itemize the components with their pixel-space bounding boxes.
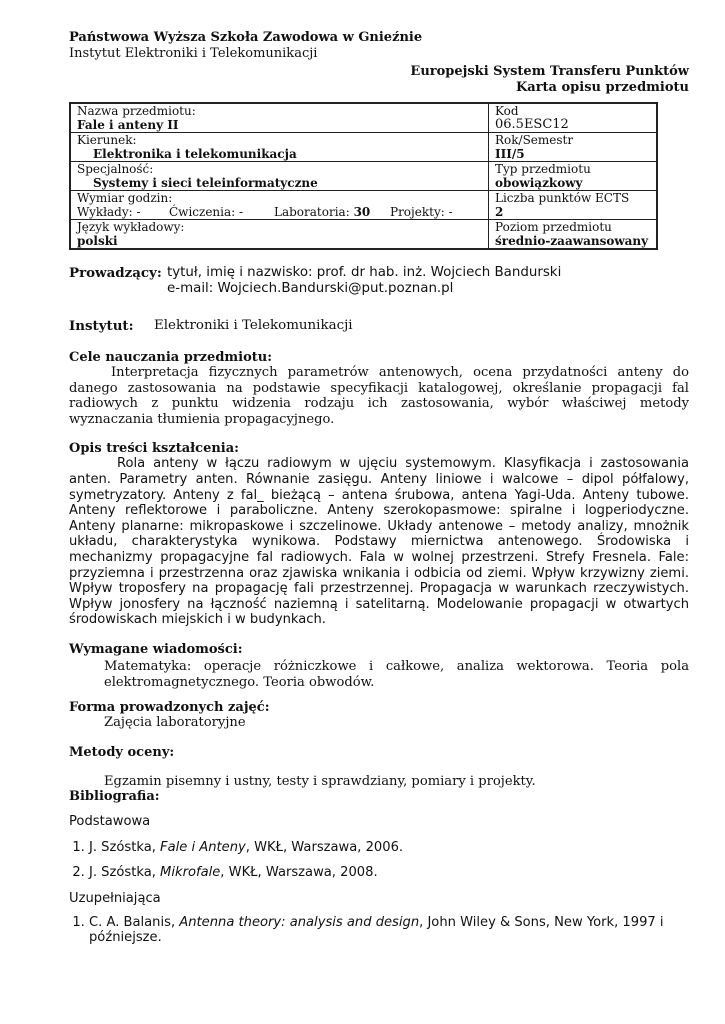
labs <box>274 205 390 219</box>
institute-block <box>69 318 689 334</box>
ects-label: Liczba punktów ECTS <box>495 191 630 205</box>
content-title: Opis treści kształcenia: <box>69 441 239 457</box>
lectures: Wykłady: - <box>77 205 141 219</box>
hours-cell <box>70 191 489 220</box>
school-name: Państwowa Wyższa Szkoła Zawodowa w Gnieźnie <box>69 30 423 45</box>
lang-label: Język wykładowy: <box>77 220 185 234</box>
type-label: Typ przedmiotu <box>495 162 591 176</box>
lecturer-name: tytuł, imię i nazwisko: prof. dr hab. inż. Wojciech Bandurski <box>167 265 562 280</box>
code-cell <box>489 103 658 133</box>
required-title: Wymagane wiadomości: <box>69 641 243 657</box>
bib-rest: , John Wiley & Sons, New York, 1997 i późniejsze. <box>89 914 664 946</box>
bibliography-item <box>89 915 689 946</box>
bib-title: Mikrofale <box>160 865 221 881</box>
type-value: obowiązkowy <box>495 176 583 190</box>
labs-label: Laboratoria: <box>274 205 350 219</box>
year-cell <box>489 133 658 162</box>
lecturer-info <box>167 265 561 297</box>
hours-label: Wymiar godzin: <box>77 191 173 205</box>
spec-cell <box>70 162 489 191</box>
bibliography-extra-label: Uzupełniająca <box>69 891 161 907</box>
institute-name: Instytut Elektroniki i Telekomunikacji <box>69 46 318 61</box>
bib-rest: , WKŁ, Warszawa, 2008. <box>220 865 378 881</box>
bib-author: C. A. Balanis, <box>89 914 180 930</box>
content-text: Rola anteny w łączu radiowym w ujęciu systemowym. Klasyfikacja i zastosowania anten. Parametry anten. Równanie zasięgu. Anteny liniowe i walcowe – dipol półfalowy, symetryzatory. Anteny z fal_ bieżącą – antena śrubowa, antena Yagi-Uda. Anteny tubowe. Anteny reflektorowe i paraboliczne. Anteny szerokopasmowe: spiralne i logperiodyczne. Anteny planarne: mikropaskowe i szczelinowe. Układy antenowe – metody analizy, mnożnik układu, charakterystyka wynikowa. Podstawy miernictwa antenowego. Środowiska i mechanizmy propagacyjne fal radiowych. Fala w wolnej przestrzeni. Strefy Fresnela. Fale: przyziemna i przestrzenna oraz zjawiska wnikania i odbicia od ziemi. Wpływ krzywizny ziemi. Wpływ troposfery na propagację fali przestrzennej. Propagacja w warunkach rzeczywistych. Wpływ jonosfery na łączność naziemną i satelitarną. Modelowanie propagacji w otwartych środowiskach miejskich i w budynkach. <box>69 456 689 628</box>
form-title: Forma prowadzonych zajęć: <box>69 700 270 716</box>
ects-title: Europejski System Transferu Punktów <box>410 64 689 79</box>
ects-value: 2 <box>495 205 504 219</box>
lang-cell <box>70 220 489 250</box>
ects-cell <box>489 191 658 220</box>
labs-value: 30 <box>353 205 371 219</box>
bibliography-item <box>89 865 689 881</box>
subject-card-table <box>69 102 658 250</box>
projects: Projekty: - <box>390 205 453 219</box>
code-value: 06.5ESC12 <box>495 117 569 132</box>
institute-value: Elektroniki i Telekomunikacji <box>154 318 353 333</box>
type-cell <box>489 162 658 191</box>
goals-text: Interpretacja fizycznych parametrów antenowych, ocena przydatności anteny do danego zastosowania na podstawie specyfikacji katalogowej, określanie propagacji fal radiowych z punktu widzenia rodzaju ich zastosowania, wybór właściwej metody wyznaczania tłumienia propagacyjnego. <box>69 365 689 427</box>
bibliography-title: Bibliografia: <box>69 789 160 805</box>
exercises: Ćwiczenia: - <box>169 205 244 219</box>
level-cell <box>489 220 658 250</box>
bib-author: J. Szóstka, <box>89 865 161 881</box>
lecturer-block <box>69 265 689 297</box>
lang-value: polski <box>77 234 118 248</box>
form-text: Zajęcia laboratoryjne <box>104 715 246 731</box>
subject-cell <box>70 103 489 133</box>
bibliography-extra-list <box>69 915 689 946</box>
institute-label: Instytut: <box>69 318 134 334</box>
spec-label: Specjalność: <box>77 162 154 176</box>
lecturer-email: e-mail: Wojciech.Bandurski@put.poznan.pl <box>167 281 454 296</box>
assessment-title: Metody oceny: <box>69 744 175 760</box>
level-label: Poziom przedmiotu <box>495 220 612 234</box>
direction-cell <box>70 133 489 162</box>
bibliography-basic-list <box>69 840 689 881</box>
year-label: Rok/Semestr <box>495 133 574 147</box>
bib-title: Antenna theory: analysis and design <box>179 914 420 930</box>
hours-row <box>77 205 482 219</box>
assessment-text: Egzamin pisemny i ustny, testy i sprawdziany, pomiary i projekty. <box>104 773 536 789</box>
year-value: III/5 <box>495 147 525 161</box>
bib-title: Fale i Anteny <box>160 839 246 855</box>
spec-value: Systemy i sieci teleinformatyczne <box>93 176 318 190</box>
direction-label: Kierunek: <box>77 133 137 147</box>
bibliography-basic-label: Podstawowa <box>69 814 151 830</box>
subject-label: Nazwa przedmiotu: <box>77 104 196 118</box>
code-label: Kod <box>495 104 519 118</box>
lecturer-label: Prowadzący: <box>69 265 162 281</box>
goals-title: Cele nauczania przedmiotu: <box>69 350 273 365</box>
document-page <box>69 30 689 956</box>
direction-value: Elektronika i telekomunikacja <box>93 147 297 161</box>
card-title: Karta opisu przedmiotu <box>515 80 689 95</box>
bib-author: J. Szóstka, <box>89 839 161 855</box>
bib-rest: , WKŁ, Warszawa, 2006. <box>245 839 404 855</box>
subject-value: Fale i anteny II <box>77 118 179 132</box>
bibliography-item <box>89 840 689 856</box>
level-value: średnio-zaawansowany <box>495 234 649 248</box>
required-text: Matematyka: operacje różniczkowe i całkowe, analiza wektorowa. Teoria pola elektromagnetycznego. Teoria obwodów. <box>104 658 689 690</box>
